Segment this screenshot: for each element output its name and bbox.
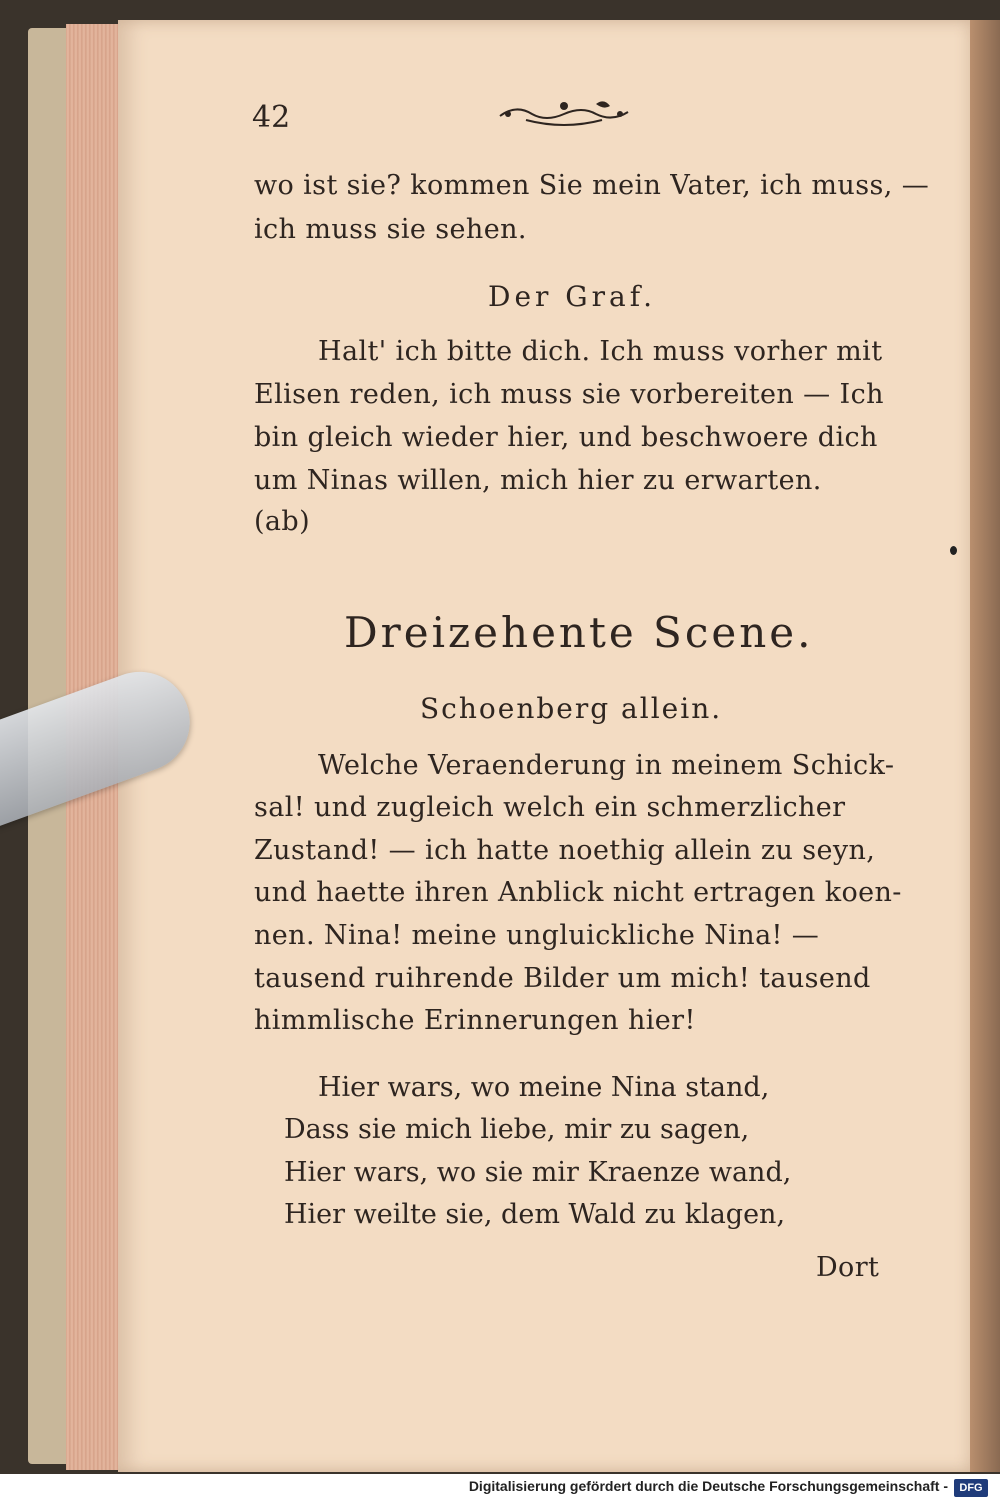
scene-title: Dreizehente Scene. <box>344 608 814 657</box>
stage-direction: (ab) <box>254 506 311 537</box>
speaker-heading: Der Graf. <box>488 280 657 313</box>
text-line: Elisen reden, ich muss sie vorbereiten — Ich <box>254 379 884 410</box>
text-line: um Ninas willen, mich hier zu erwarten. <box>254 465 822 496</box>
text-line: nen. Nina! meine ungluickliche Nina! — <box>254 920 820 951</box>
text-line: tausend ruihrende Bilder um mich! tausend <box>254 963 871 994</box>
text-line: bin gleich wieder hier, und beschwoere dich <box>254 422 878 453</box>
verse-line: Dass sie mich liebe, mir zu sagen, <box>284 1114 750 1145</box>
text-line: himmlische Erinnerungen hier! <box>254 1005 696 1036</box>
text-line: Halt' ich bitte dich. Ich muss vorher mit <box>318 336 883 367</box>
verse-line: Hier wars, wo meine Nina stand, <box>318 1072 770 1103</box>
funding-credit: Digitalisierung gefördert durch die Deutsche Forschungsgemeinschaft - <box>468 1478 948 1494</box>
text-line: Welche Veraenderung in meinem Schick- <box>318 750 895 781</box>
ink-spot <box>950 546 957 555</box>
catchword: Dort <box>816 1252 880 1283</box>
text-line: ich muss sie sehen. <box>254 214 527 245</box>
text-line: und haette ihren Anblick nicht ertragen koen- <box>254 877 902 908</box>
verse-line: Hier weilte sie, dem Wald zu klagen, <box>284 1199 786 1230</box>
scene-subtitle: Schoenberg allein. <box>420 692 723 725</box>
page-number: 42 <box>252 100 291 135</box>
text-line: wo ist sie? kommen Sie mein Vater, ich muss, — <box>254 170 930 201</box>
right-page-edge <box>970 20 1000 1472</box>
verse-line: Hier wars, wo sie mir Kraenze wand, <box>284 1157 792 1188</box>
footer-bar <box>0 1474 1000 1502</box>
text-line: Zustand! — ich hatte noethig allein zu seyn, <box>254 835 876 866</box>
dfg-logo: DFG <box>954 1479 988 1497</box>
ornament-icon <box>496 96 632 132</box>
text-line: sal! und zugleich welch ein schmerzlicher <box>254 792 846 823</box>
